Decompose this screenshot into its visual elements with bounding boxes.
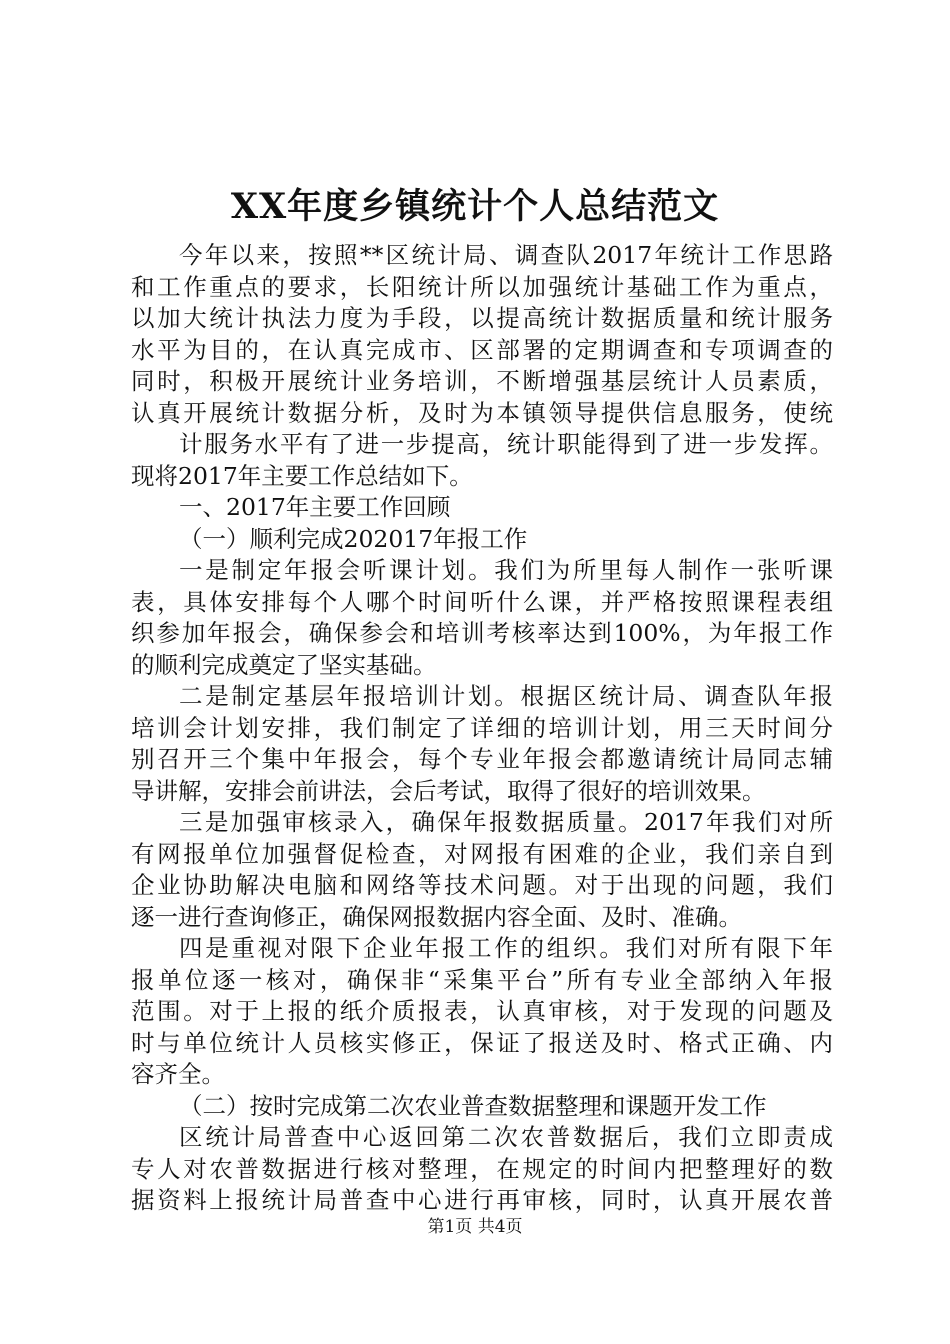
text-line: 据资料上报统计局普查中心进行再审核，同时，认真开展农普 — [131, 1186, 833, 1214]
text-line: 四是重视对限下企业年报工作的组织。我们对所有限下年 — [179, 934, 833, 962]
text-line: 导讲解，安排会前讲法，会后考试，取得了很好的培训效果。 — [131, 776, 766, 805]
text-line: 计服务水平有了进一步提高，统计职能得到了进一步发挥。 — [179, 430, 833, 458]
page-footer: 第1页 共4页 — [427, 1217, 523, 1237]
text-line: 时与单位统计人员核实修正，保证了报送及时、格式正确、内 — [131, 1028, 833, 1057]
text-line: 的顺利完成奠定了坚实基础。 — [131, 650, 437, 679]
text-line: 培训会计划安排，我们制定了详细的培训计划，用三天时间分 — [131, 713, 833, 742]
text-line: 和工作重点的要求，长阳统计所以加强统计基础工作为重点， — [131, 272, 833, 301]
text-line: 企业协助解决电脑和网络等技术问题。对于出现的问题，我们 — [131, 871, 833, 899]
text-line: 表，具体安排每个人哪个时间听什么课，并严格按照课程表组 — [131, 587, 833, 616]
text-line: 织参加年报会，确保参会和培训考核率达到100%，为年报工作 — [131, 619, 833, 647]
document-title: XX年度乡镇统计个人总结范文 — [230, 186, 720, 227]
text-line: 同时，积极开展统计业务培训，不断增强基层统计人员素质， — [131, 367, 833, 395]
text-line: 今年以来，按照**区统计局、调查队2017年统计工作思路 — [179, 241, 833, 269]
text-line: 别召开三个集中年报会，每个专业年报会都邀请统计局同志辅 — [131, 745, 833, 773]
text-line: （一）顺利完成202017年报工作 — [179, 524, 528, 553]
text-line: 报单位逐一核对，确保非“采集平台”所有专业全部纳入年报 — [131, 965, 833, 994]
text-line: 水平为目的，在认真完成市、区部署的定期调查和专项调查的 — [131, 335, 833, 364]
text-line: 现将2017年主要工作总结如下。 — [131, 461, 473, 490]
text-line: 专人对农普数据进行核对整理，在规定的时间内把整理好的数 — [131, 1154, 833, 1183]
text-line: （二）按时完成第二次农业普查数据整理和课题开发工作 — [179, 1091, 767, 1120]
text-line: 容齐全。 — [131, 1060, 225, 1088]
text-line: 范围。对于上报的纸介质报表，认真审核，对于发现的问题及 — [131, 997, 833, 1025]
text-line: 二是制定基层年报培训计划。根据区统计局、调查队年报 — [179, 682, 833, 710]
text-line: 三是加强审核录入，确保年报数据质量。2017年我们对所 — [179, 808, 833, 836]
document-body — [131, 240, 833, 1217]
text-line: 认真开展统计数据分析，及时为本镇领导提供信息服务，使统 — [131, 398, 833, 427]
text-line: 一是制定年报会听课计划。我们为所里每人制作一张听课 — [179, 556, 833, 584]
text-line: 逐一进行查询修正，确保网报数据内容全面、及时、准确。 — [131, 902, 742, 931]
text-line: 以加大统计执法力度为手段，以提高统计数据质量和统计服务 — [131, 304, 833, 332]
text-line: 一、2017年主要工作回顾 — [179, 493, 451, 521]
text-line: 有网报单位加强督促检查，对网报有困难的企业，我们亲自到 — [131, 839, 833, 868]
text-line: 区统计局普查中心返回第二次农普数据后，我们立即责成 — [179, 1123, 833, 1151]
